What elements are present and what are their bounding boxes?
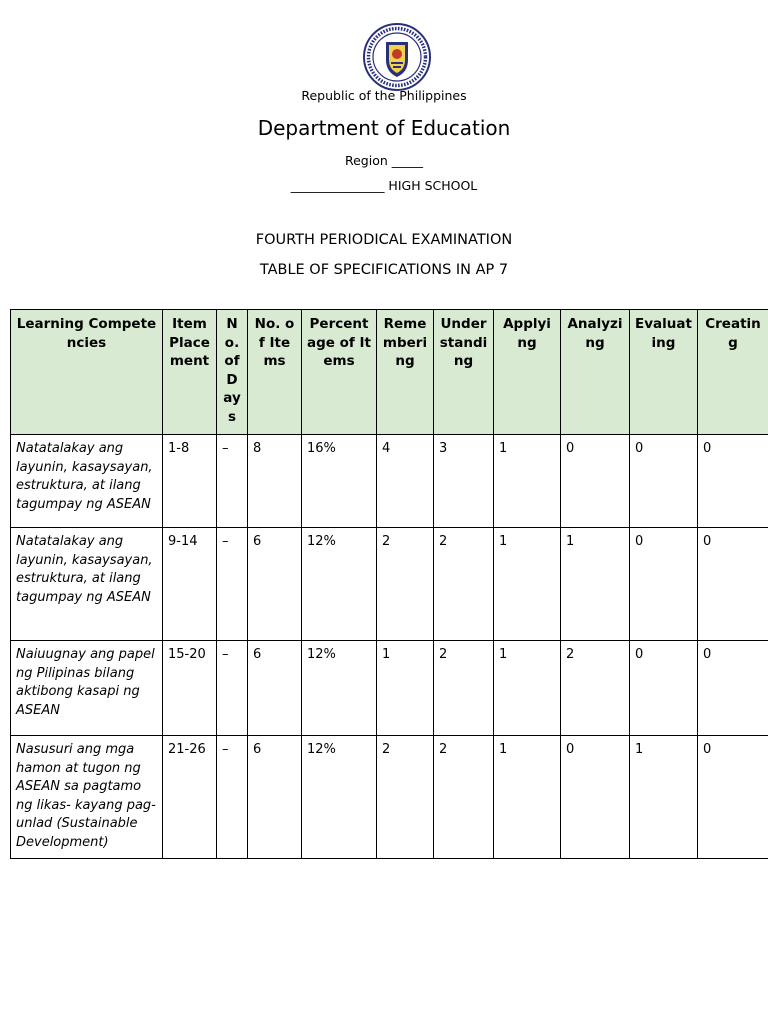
percent-cell: 12% — [302, 528, 377, 641]
table-header-row — [11, 310, 768, 435]
percent-cell: 12% — [302, 736, 377, 859]
competency-cell: Natatalakay ang layunin, kasaysayan, estruktura, at ilang tagumpay ng ASEAN — [11, 528, 163, 641]
region-line: Region _____ — [344, 153, 423, 168]
exam-title: FOURTH PERIODICAL EXAMINATION — [255, 232, 513, 248]
competency-cell: Natatalakay ang layunin, kasaysayan, estruktura, at ilang tagumpay ng ASEAN — [11, 435, 163, 528]
applying-cell: 1 — [494, 528, 561, 641]
analyzing-cell: 0 — [561, 435, 630, 528]
remembering-cell: 2 — [377, 736, 434, 859]
understanding-cell: 2 — [434, 528, 494, 641]
header-no-of-items: No. of Items — [248, 310, 302, 435]
header-creating: Creating — [698, 310, 768, 435]
days-cell: – — [217, 736, 248, 859]
header-evaluating: Evaluating — [630, 310, 698, 435]
creating-cell: 0 — [698, 641, 768, 736]
placement-cell: 15-20 — [163, 641, 217, 736]
creating-cell: 0 — [698, 528, 768, 641]
creating-cell: 0 — [698, 435, 768, 528]
understanding-cell: 3 — [434, 435, 494, 528]
header-percentage: Percentage of Items — [302, 310, 377, 435]
analyzing-cell: 0 — [561, 736, 630, 859]
evaluating-cell: 0 — [630, 528, 698, 641]
creating-cell: 0 — [698, 736, 768, 859]
header-applying: Applying — [494, 310, 561, 435]
applying-cell: 1 — [494, 641, 561, 736]
placement-cell: 9-14 — [163, 528, 217, 641]
header-no-of-days: No. of Days — [217, 310, 248, 435]
applying-cell: 1 — [494, 435, 561, 528]
republic-line: Republic of the Philippines — [301, 88, 467, 103]
competency-cell: Naiuugnay ang papel ng Pilipinas bilang aktibong kasapi ng ASEAN — [11, 641, 163, 736]
header-analyzing: Analyzing — [561, 310, 630, 435]
percent-cell: 12% — [302, 641, 377, 736]
items-cell: 6 — [248, 528, 302, 641]
remembering-cell: 2 — [377, 528, 434, 641]
days-cell: – — [217, 435, 248, 528]
placement-cell: 1-8 — [163, 435, 217, 528]
remembering-cell: 1 — [377, 641, 434, 736]
header-item-placement: Item Placement — [163, 310, 217, 435]
school-line: _______________ HIGH SCHOOL — [290, 178, 478, 193]
competency-cell: Nasusuri ang mga hamon at tugon ng ASEAN sa pagtamo ng likas- kayang pag-unlad (Sustainable Development) — [11, 736, 163, 859]
items-cell: 6 — [248, 736, 302, 859]
evaluating-cell: 0 — [630, 641, 698, 736]
table-row — [11, 641, 768, 736]
department-title: Department of Education — [257, 116, 511, 140]
percent-cell: 16% — [302, 435, 377, 528]
table-row — [11, 736, 768, 859]
header-understanding: Understanding — [434, 310, 494, 435]
analyzing-cell: 2 — [561, 641, 630, 736]
items-cell: 8 — [248, 435, 302, 528]
header-remembering: Remembering — [377, 310, 434, 435]
evaluating-cell: 0 — [630, 435, 698, 528]
deped-seal-icon — [362, 22, 432, 92]
specifications-table — [10, 309, 768, 859]
evaluating-cell: 1 — [630, 736, 698, 859]
understanding-cell: 2 — [434, 641, 494, 736]
items-cell: 6 — [248, 641, 302, 736]
understanding-cell: 2 — [434, 736, 494, 859]
table-row — [11, 435, 768, 528]
table-row — [11, 528, 768, 641]
remembering-cell: 4 — [377, 435, 434, 528]
placement-cell: 21-26 — [163, 736, 217, 859]
days-cell: – — [217, 528, 248, 641]
analyzing-cell: 1 — [561, 528, 630, 641]
applying-cell: 1 — [494, 736, 561, 859]
header-learning-competencies: Learning Competencies — [11, 310, 163, 435]
days-cell: – — [217, 641, 248, 736]
tos-title: TABLE OF SPECIFICATIONS IN AP 7 — [259, 262, 509, 278]
